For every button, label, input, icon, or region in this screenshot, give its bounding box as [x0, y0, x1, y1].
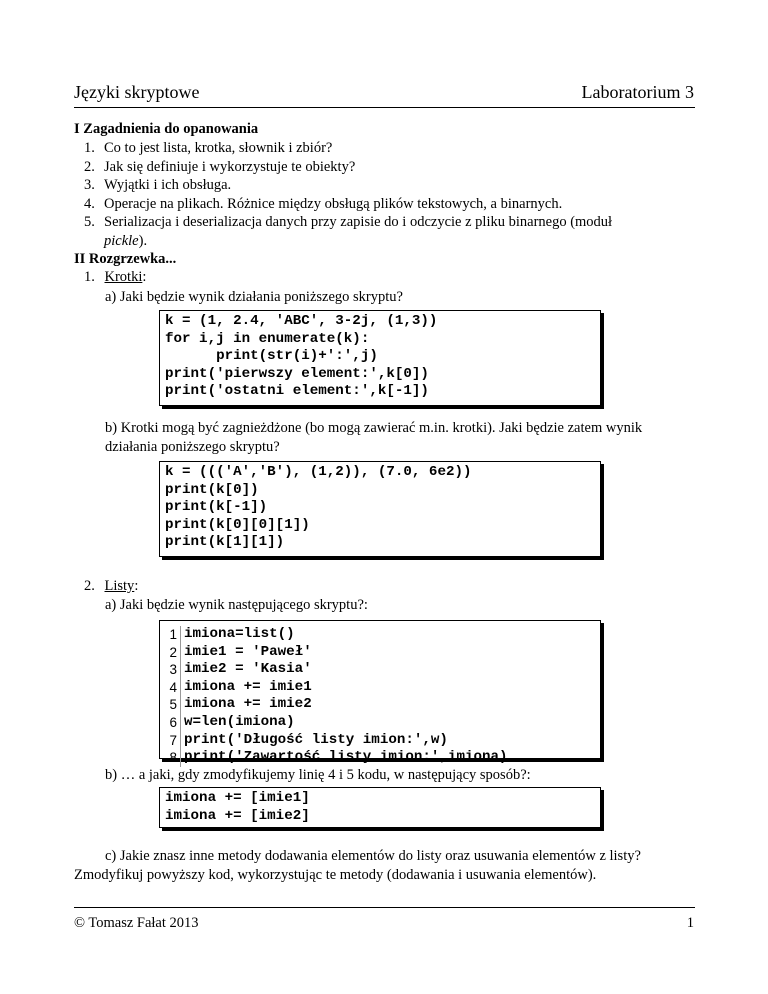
list-item-end: ). [138, 232, 148, 249]
code-line: imiona += imie2 [184, 696, 312, 713]
code-line: print(k[0]) [165, 481, 259, 498]
code-row [160, 626, 600, 644]
code-row [160, 696, 600, 714]
list-item: 2. Jak się definiuje i wykorzystuje te obiekty? [84, 158, 356, 175]
section-2-title: II Rozgrzewka... [74, 251, 177, 267]
section-1-list [84, 139, 612, 250]
code-line: imiona=list() [184, 626, 295, 642]
code-line: print(k[-1]) [165, 499, 268, 516]
list-item-text: Co to jest lista, krotka, słownik i zbiór? [104, 140, 333, 156]
list-item-text: Operacje na plikach. Różnice między obsługą plików tekstowych, a binarnych. [104, 195, 563, 212]
code-row [160, 732, 600, 750]
krotki-question-b-line2: działania poniższego skryptu? [105, 439, 280, 455]
code-line: print('ostatni element:',k[-1]) [165, 383, 429, 400]
code-block-listy-b [159, 787, 601, 828]
code-block-krotki-a [159, 310, 601, 406]
code-row [160, 749, 600, 767]
line-number: 1 [160, 626, 181, 644]
line-number: 4 [160, 679, 181, 697]
listy-question-c-line1: c) Jakie znasz inne metody dodawania elementów do listy oraz usuwania elementów z listy? [105, 848, 641, 864]
code-line: k = ((('A','B'), (1,2)), (7.0, 6e2)) [165, 464, 472, 480]
krotki-question-b-line1: b) Krotki mogą być zagnieżdżone (bo mogą zawierać m.in. krotki). Jaki będzie zatem wynik [105, 420, 643, 436]
subsection-label: Listy [104, 578, 135, 594]
code-line: print('Zawartość listy imion:',imiona) [184, 749, 508, 766]
code-line: print('Długość listy imion:',w) [184, 731, 448, 748]
subsection-label: Krotki [104, 269, 143, 285]
code-row [160, 661, 600, 679]
code-row [160, 714, 600, 732]
header-rule [74, 107, 695, 108]
listy-question-a: a) Jaki będzie wynik następującego skryptu?: [105, 597, 368, 613]
subsection-colon: : [142, 269, 147, 285]
subsection-colon: : [134, 578, 139, 594]
footer-copyright: © Tomasz Fałat 2013 [74, 915, 199, 931]
code-block-listy-a [159, 620, 601, 766]
list-item-text: Jak się definiuje i wykorzystuje te obiekty? [104, 158, 356, 175]
subsection-number: 2. [84, 578, 95, 594]
code-line: for i,j in enumerate(k): [165, 330, 370, 347]
list-item: 1. Co to jest lista, krotka, słownik i zbiór? [84, 140, 333, 156]
footer-rule [74, 907, 695, 908]
subsection-listy-heading [84, 577, 138, 596]
krotki-question-a: a) Jaki będzie wynik działania poniższego skryptu? [105, 289, 403, 305]
line-number: 8 [160, 749, 181, 767]
code-block-krotki-b [159, 461, 601, 557]
code-line: imiona += [imie1] [165, 790, 310, 806]
code-line: imie2 = 'Kasia' [184, 661, 312, 678]
list-item: 5. Serializacja i deserializacja danych przy zapisie do i odczycie z pliku binarnego (moduł pickle). [84, 214, 613, 249]
code-line: imiona += imie1 [184, 678, 312, 695]
code-line: print(k[0][0][1]) [165, 516, 310, 533]
code-line: imiona += [imie2] [165, 807, 310, 824]
list-item-text: Serializacja i deserializacja danych przy zapisie do i odczycie z pliku binarnego (moduł [104, 214, 613, 230]
section-1-title: I Zagadnienia do opanowania [74, 121, 259, 137]
line-number: 3 [160, 661, 181, 679]
line-number: 2 [160, 644, 181, 662]
code-line: w=len(imiona) [184, 713, 295, 730]
header-course-title: Języki skryptowe [74, 82, 200, 102]
code-line: print('pierwszy element:',k[0]) [165, 365, 429, 382]
list-item: 3. Wyjątki i ich obsługa. [84, 177, 232, 193]
list-item-text: Wyjątki i ich obsługa. [104, 177, 232, 193]
code-row [160, 679, 600, 697]
line-number: 5 [160, 696, 181, 714]
listy-question-b: b) … a jaki, gdy zmodyfikujemy linię 4 i 5 kodu, w następujący sposób?: [105, 767, 531, 783]
pickle-module-name: pickle [104, 232, 139, 249]
list-item: 4. Operacje na plikach. Różnice między obsługą plików tekstowych, a binarnych. [84, 195, 563, 212]
code-line: k = (1, 2.4, 'ABC', 3-2j, (1,3)) [165, 313, 438, 329]
header-lab-title: Laboratorium 3 [581, 82, 694, 102]
line-number: 6 [160, 714, 181, 732]
subsection-krotki-heading [84, 268, 146, 287]
code-line: print(str(i)+':',j) [165, 348, 378, 365]
code-row [160, 644, 600, 662]
listy-question-c-line2: Zmodyfikuj powyższy kod, wykorzystując te metody (dodawania i usuwania elementów). [74, 867, 597, 883]
code-line: imie1 = 'Paweł' [184, 643, 312, 660]
code-line: print(k[1][1]) [165, 534, 285, 551]
line-number: 7 [160, 732, 181, 750]
subsection-number: 1. [84, 269, 95, 285]
page-number: 1 [686, 915, 694, 931]
